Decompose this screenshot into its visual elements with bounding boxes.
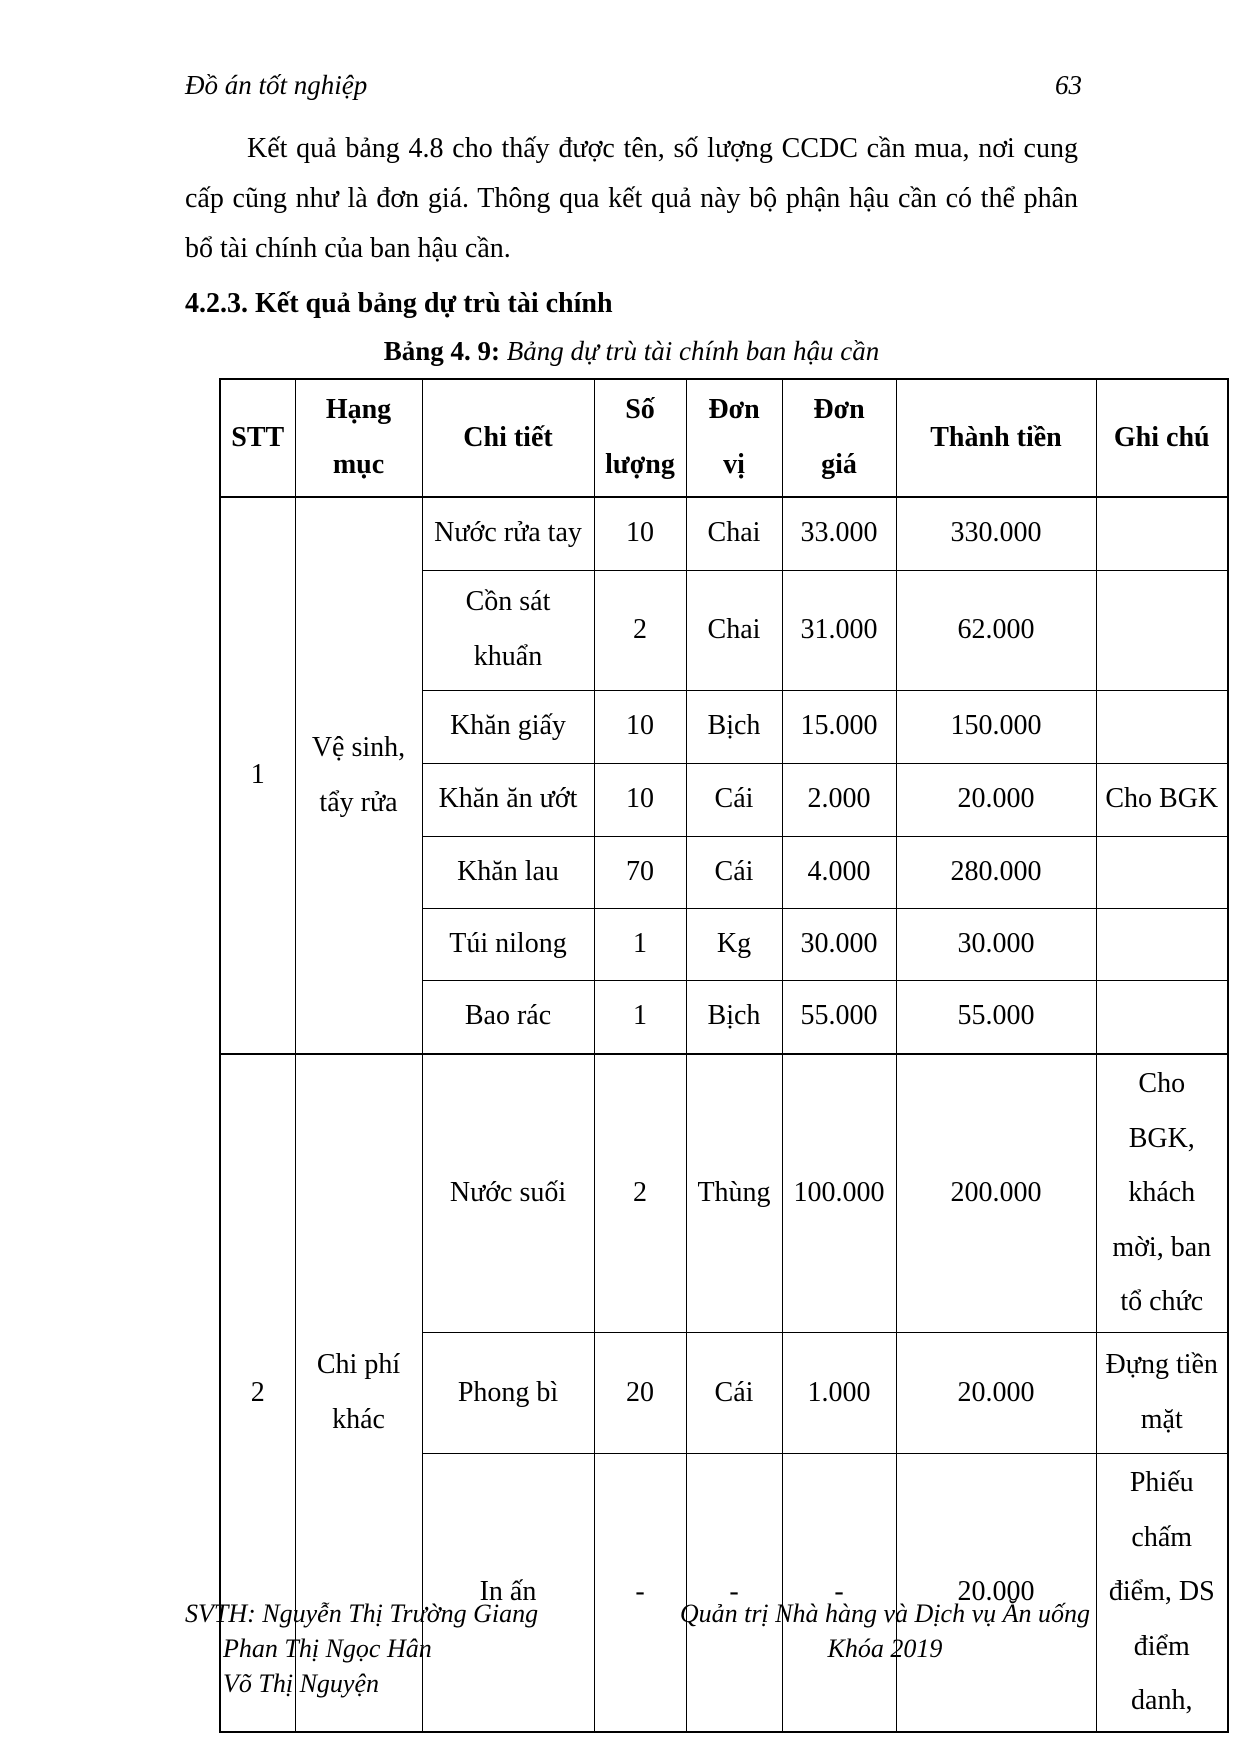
unit-cell: Cái (686, 836, 782, 908)
item-cell: Cồn sát khuẩn (422, 570, 594, 690)
caption-title: Bảng dự trù tài chính ban hậu cần (506, 336, 880, 366)
qty-cell: 10 (594, 497, 686, 570)
caption-label: Bảng 4. 9: (383, 336, 501, 366)
category-cell: Vệ sinh, tẩy rửa (295, 497, 422, 1054)
header-label: Số lượng (605, 394, 675, 480)
unit-cell: Kg (686, 908, 782, 980)
qty-cell: 70 (594, 836, 686, 908)
note-cell (1096, 570, 1228, 690)
header-row (220, 379, 1228, 497)
unit-cell: Bịch (686, 690, 782, 763)
item-cell: Túi nilong (422, 908, 594, 980)
unit-cell: - (686, 1453, 782, 1731)
page-header (185, 70, 1082, 101)
total-cell: 20.000 (896, 1332, 1096, 1453)
page-number: 63 (1055, 70, 1082, 100)
header-label: Hạng mục (325, 394, 392, 480)
item-cell: Khăn lau (422, 836, 594, 908)
total-cell: 330.000 (896, 497, 1096, 570)
price-cell: 33.000 (782, 497, 896, 570)
total-cell: 62.000 (896, 570, 1096, 690)
header-cell-thanh-tien (896, 379, 1096, 497)
price-cell: 55.000 (782, 980, 896, 1054)
header-cell-don-vi (686, 379, 782, 497)
footer-cohort-line: Khóa 2019 (827, 1634, 943, 1663)
unit-cell: Chai (686, 570, 782, 690)
unit-cell: Thùng (686, 1054, 782, 1332)
header-label: Ghi chú (1113, 421, 1210, 453)
body-paragraph: Kết quả bảng 4.8 cho thấy được tên, số lượng CCDC cần mua, nơi cung cấp cũng như là đơn giá. Thông qua kết quả này bộ phận hậu cần có thể phân bổ tài chính của ban hậu cần. (185, 133, 1078, 264)
budget-table (219, 378, 1229, 1733)
qty-cell: - (594, 1453, 686, 1731)
price-cell: 31.000 (782, 570, 896, 690)
section-heading: 4.2.3. Kết quả bảng dự trù tài chính (185, 288, 613, 319)
price-cell: 4.000 (782, 836, 896, 908)
note-cell: Phiếu chấm điểm, DS điểm danh, (1096, 1453, 1228, 1731)
header-cell-chi-tiet (422, 379, 594, 497)
note-cell: Cho BGK, khách mời, ban tổ chức (1096, 1054, 1228, 1332)
header-cell-ghi-chu (1096, 379, 1228, 497)
unit-cell: Cái (686, 763, 782, 836)
qty-cell: 20 (594, 1332, 686, 1453)
note-cell (1096, 980, 1228, 1054)
qty-cell: 2 (594, 1054, 686, 1332)
total-cell: 20.000 (896, 763, 1096, 836)
note-cell: Cho BGK (1096, 763, 1228, 836)
category-cell: Chi phí khác (295, 1054, 422, 1732)
note-cell (1096, 908, 1228, 980)
price-cell: 30.000 (782, 908, 896, 980)
item-cell: Khăn giấy (422, 690, 594, 763)
item-cell: Bao rác (422, 980, 594, 1054)
note-cell (1096, 497, 1228, 570)
table-row (220, 497, 1228, 570)
note-cell (1096, 836, 1228, 908)
note-cell: Đựng tiền mặt (1096, 1332, 1228, 1453)
header-label: Đơn vị (708, 394, 760, 480)
total-cell: 150.000 (896, 690, 1096, 763)
header-label: Đơn giá (813, 394, 865, 480)
unit-cell: Bịch (686, 980, 782, 1054)
stt-cell: 1 (220, 497, 295, 1054)
total-cell: 280.000 (896, 836, 1096, 908)
footer-author-line: SVTH: Nguyễn Thị Trường Giang (185, 1599, 539, 1628)
item-cell: Nước suối (422, 1054, 594, 1332)
qty-cell: 10 (594, 763, 686, 836)
doc-title: Đồ án tốt nghiệp (185, 70, 368, 100)
price-cell: 15.000 (782, 690, 896, 763)
price-cell: 2.000 (782, 763, 896, 836)
price-cell: - (782, 1453, 896, 1731)
unit-cell: Chai (686, 497, 782, 570)
table-row (220, 1054, 1228, 1332)
header-cell-hang-muc (295, 379, 422, 497)
qty-cell: 1 (594, 908, 686, 980)
note-cell (1096, 690, 1228, 763)
header-cell-stt (220, 379, 295, 497)
qty-cell: 10 (594, 690, 686, 763)
header-cell-don-gia (782, 379, 896, 497)
item-cell: Khăn ăn ướt (422, 763, 594, 836)
price-cell: 100.000 (782, 1054, 896, 1332)
total-cell: 20.000 (896, 1453, 1096, 1731)
unit-cell: Cái (686, 1332, 782, 1453)
item-cell: Nước rửa tay (422, 497, 594, 570)
total-cell: 200.000 (896, 1054, 1096, 1332)
footer-program-line: Quản trị Nhà hàng và Dịch vụ Ăn uống (679, 1599, 1090, 1628)
footer-program (680, 1596, 1090, 1701)
table-caption (185, 336, 1078, 367)
stt-cell: 2 (220, 1054, 295, 1732)
footer-authors (185, 1596, 538, 1701)
qty-cell: 1 (594, 980, 686, 1054)
item-cell: In ấn (422, 1453, 594, 1731)
footer-author-line: Võ Thị Nguyện (223, 1669, 379, 1698)
total-cell: 55.000 (896, 980, 1096, 1054)
header-cell-so-luong (594, 379, 686, 497)
header-label: Chi tiết (463, 421, 553, 453)
total-cell: 30.000 (896, 908, 1096, 980)
qty-cell: 2 (594, 570, 686, 690)
price-cell: 1.000 (782, 1332, 896, 1453)
footer-author-line: Phan Thị Ngọc Hân (223, 1634, 432, 1663)
page-footer (185, 1596, 1090, 1701)
header-label: STT (231, 421, 285, 453)
header-label: Thành tiền (930, 421, 1062, 453)
item-cell: Phong bì (422, 1332, 594, 1453)
